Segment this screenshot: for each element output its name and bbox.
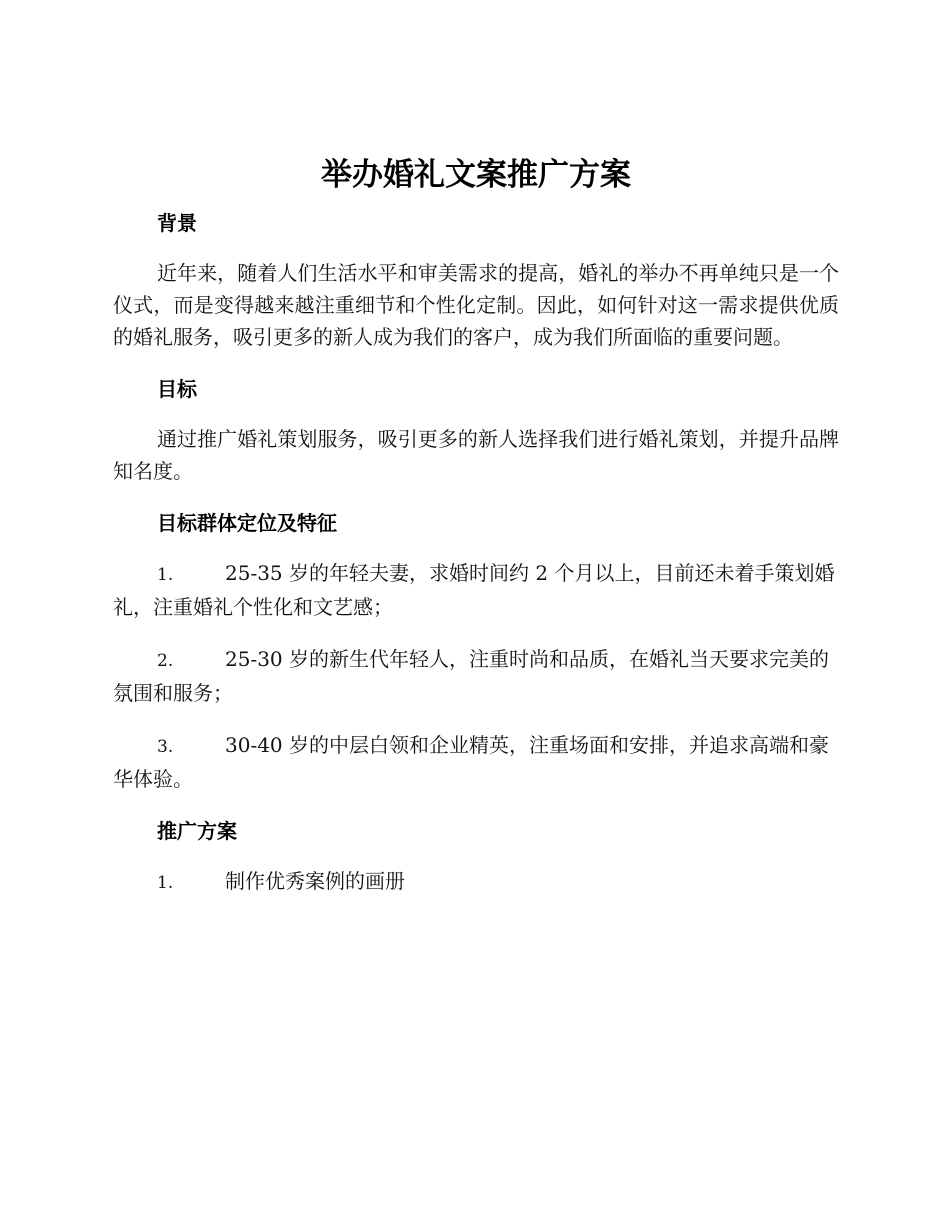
list-item <box>113 865 839 899</box>
list-item <box>113 643 839 709</box>
section-heading-background: 背景 <box>157 211 197 235</box>
list-number: 1. <box>157 873 174 893</box>
document-page <box>113 145 839 919</box>
list-text: 制作优秀案例的画册 <box>225 869 405 893</box>
list-number: 1. <box>157 565 174 585</box>
list-item <box>113 557 839 623</box>
section-heading-target-groups: 目标群体定位及特征 <box>157 511 337 535</box>
list-number: 2. <box>157 651 174 671</box>
document-title: 举办婚礼文案推广方案 <box>321 157 631 193</box>
section-heading-promotion: 推广方案 <box>157 819 237 843</box>
list-text: 25-30 岁的新生代年轻人，注重时尚和品质，在婚礼当天要求完美的氛围和服务； <box>113 647 830 705</box>
list-text: 25-35 岁的年轻夫妻，求婚时间约 2 个月以上，目前还未着手策划婚礼，注重婚礼个性化和文艺感； <box>113 561 835 619</box>
section-heading-goal: 目标 <box>157 377 197 401</box>
list-number: 3. <box>157 737 174 757</box>
paragraph-background: 近年来，随着人们生活水平和审美需求的提高，婚礼的举办不再单纯只是一个仪式，而是变得越来越注重细节和个性化定制。因此，如何针对这一需求提供优质的婚礼服务，吸引更多的新人成为我们的客户，成为我们所面临的重要问题。 <box>113 261 839 349</box>
list-item <box>113 729 839 795</box>
paragraph-goal: 通过推广婚礼策划服务，吸引更多的新人选择我们进行婚礼策划，并提升品牌知名度。 <box>113 427 839 483</box>
list-text: 30-40 岁的中层白领和企业精英，注重场面和安排，并追求高端和豪华体验。 <box>113 733 830 791</box>
